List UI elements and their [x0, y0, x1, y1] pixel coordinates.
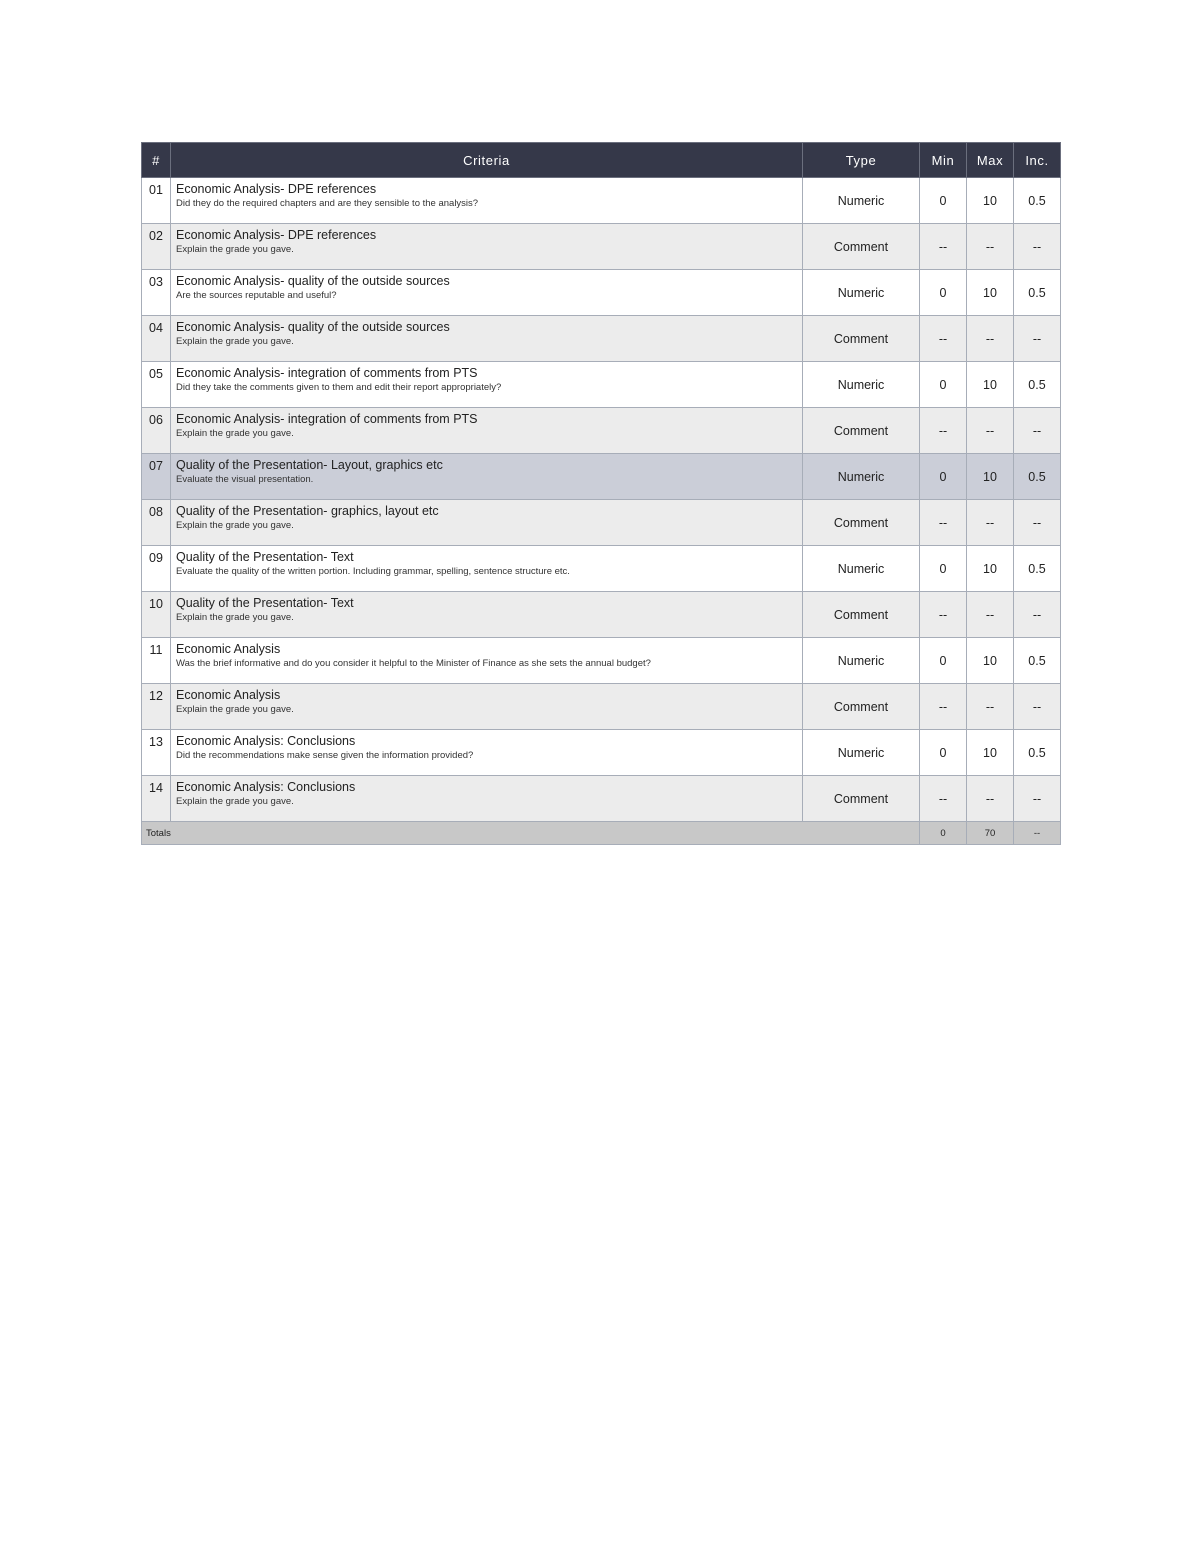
header-type: Type [803, 143, 920, 178]
max-cell: -- [967, 408, 1014, 454]
min-cell: 0 [920, 270, 967, 316]
row-number: 07 [142, 454, 171, 500]
criteria-title: Quality of the Presentation- Text [176, 596, 354, 610]
max-cell: -- [967, 500, 1014, 546]
row-number: 09 [142, 546, 171, 592]
criteria-description: Explain the grade you gave. [176, 336, 294, 347]
table-row [142, 454, 1061, 500]
type-cell: Numeric [803, 546, 920, 592]
max-cell: -- [967, 592, 1014, 638]
criteria-title: Economic Analysis [176, 642, 281, 656]
criteria-cell [171, 776, 803, 822]
row-number: 13 [142, 730, 171, 776]
criteria-title: Economic Analysis- DPE references [176, 228, 377, 242]
min-cell: -- [920, 224, 967, 270]
criteria-description: Explain the grade you gave. [176, 244, 294, 255]
type-cell: Comment [803, 224, 920, 270]
max-cell: 10 [967, 546, 1014, 592]
min-cell: -- [920, 408, 967, 454]
criteria-description: Evaluate the quality of the written portion. Including grammar, spelling, sentence structure etc. [176, 566, 570, 577]
criteria-cell [171, 408, 803, 454]
max-cell: -- [967, 684, 1014, 730]
max-cell: 10 [967, 454, 1014, 500]
type-cell: Comment [803, 776, 920, 822]
criteria-cell [171, 592, 803, 638]
criteria-cell [171, 178, 803, 224]
criteria-description: Evaluate the visual presentation. [176, 474, 314, 485]
max-cell: -- [967, 224, 1014, 270]
criteria-cell [171, 224, 803, 270]
criteria-description: Did they do the required chapters and are they sensible to the analysis? [176, 198, 479, 209]
increment-cell: -- [1014, 684, 1061, 730]
type-cell: Comment [803, 316, 920, 362]
criteria-title: Economic Analysis: Conclusions [176, 780, 356, 794]
criteria-description: Explain the grade you gave. [176, 612, 294, 623]
criteria-description: Did they take the comments given to them and edit their report appropriately? [176, 382, 502, 393]
type-cell: Numeric [803, 270, 920, 316]
criteria-description: Was the brief informative and do you consider it helpful to the Minister of Finance as she sets the annual budget? [176, 658, 651, 669]
totals-row [142, 822, 1061, 845]
min-cell: -- [920, 500, 967, 546]
increment-cell: 0.5 [1014, 178, 1061, 224]
totals-min: 0 [920, 822, 967, 845]
type-cell: Numeric [803, 454, 920, 500]
min-cell: 0 [920, 362, 967, 408]
row-number: 03 [142, 270, 171, 316]
rubric-table [141, 142, 1061, 845]
max-cell: 10 [967, 730, 1014, 776]
min-cell: 0 [920, 546, 967, 592]
table-row [142, 178, 1061, 224]
min-cell: -- [920, 776, 967, 822]
max-cell: 10 [967, 362, 1014, 408]
table-row [142, 546, 1061, 592]
max-cell: -- [967, 776, 1014, 822]
max-cell: 10 [967, 638, 1014, 684]
header-max: Max [967, 143, 1014, 178]
increment-cell: -- [1014, 408, 1061, 454]
criteria-cell [171, 454, 803, 500]
criteria-description: Explain the grade you gave. [176, 704, 294, 715]
max-cell: 10 [967, 270, 1014, 316]
criteria-description: Explain the grade you gave. [176, 428, 294, 439]
criteria-title: Economic Analysis [176, 688, 281, 702]
increment-cell: -- [1014, 316, 1061, 362]
type-cell: Numeric [803, 178, 920, 224]
criteria-title: Economic Analysis- quality of the outside sources [176, 274, 450, 288]
min-cell: -- [920, 684, 967, 730]
table-header [142, 143, 1061, 178]
header-number: # [142, 143, 171, 178]
type-cell: Comment [803, 592, 920, 638]
criteria-title: Quality of the Presentation- graphics, layout etc [176, 504, 439, 518]
type-cell: Comment [803, 500, 920, 546]
increment-cell: 0.5 [1014, 546, 1061, 592]
row-number: 01 [142, 178, 171, 224]
header-increment: Inc. [1014, 143, 1061, 178]
increment-cell: 0.5 [1014, 454, 1061, 500]
criteria-title: Economic Analysis- DPE references [176, 182, 377, 196]
criteria-cell [171, 362, 803, 408]
row-number: 14 [142, 776, 171, 822]
criteria-description: Explain the grade you gave. [176, 796, 294, 807]
increment-cell: 0.5 [1014, 638, 1061, 684]
row-number: 05 [142, 362, 171, 408]
type-cell: Numeric [803, 638, 920, 684]
criteria-title: Quality of the Presentation- Layout, graphics etc [176, 458, 443, 472]
min-cell: -- [920, 592, 967, 638]
criteria-title: Economic Analysis- integration of comments from PTS [176, 366, 478, 380]
table-body [142, 178, 1061, 822]
criteria-title: Economic Analysis- quality of the outside sources [176, 320, 450, 334]
increment-cell: -- [1014, 592, 1061, 638]
increment-cell: -- [1014, 500, 1061, 546]
min-cell: 0 [920, 730, 967, 776]
row-number: 06 [142, 408, 171, 454]
table-row [142, 592, 1061, 638]
row-number: 10 [142, 592, 171, 638]
table-row [142, 730, 1061, 776]
min-cell: 0 [920, 638, 967, 684]
type-cell: Comment [803, 684, 920, 730]
min-cell: -- [920, 316, 967, 362]
totals-increment: -- [1014, 822, 1061, 845]
min-cell: 0 [920, 178, 967, 224]
criteria-cell [171, 546, 803, 592]
criteria-cell [171, 638, 803, 684]
table-row [142, 224, 1061, 270]
header-min: Min [920, 143, 967, 178]
row-number: 02 [142, 224, 171, 270]
criteria-description: Did the recommendations make sense given the information provided? [176, 750, 474, 761]
table-footer [142, 822, 1061, 845]
criteria-cell [171, 730, 803, 776]
max-cell: -- [967, 316, 1014, 362]
criteria-cell [171, 684, 803, 730]
row-number: 04 [142, 316, 171, 362]
totals-max: 70 [967, 822, 1014, 845]
criteria-cell [171, 270, 803, 316]
table-row [142, 638, 1061, 684]
type-cell: Numeric [803, 730, 920, 776]
increment-cell: -- [1014, 224, 1061, 270]
totals-label: Totals [142, 822, 920, 845]
criteria-cell [171, 500, 803, 546]
criteria-description: Explain the grade you gave. [176, 520, 294, 531]
table-row [142, 408, 1061, 454]
type-cell: Comment [803, 408, 920, 454]
row-number: 12 [142, 684, 171, 730]
table-row [142, 316, 1061, 362]
table-row [142, 500, 1061, 546]
header-criteria: Criteria [171, 143, 803, 178]
row-number: 11 [142, 638, 171, 684]
criteria-description: Are the sources reputable and useful? [176, 290, 337, 301]
table-row [142, 684, 1061, 730]
increment-cell: 0.5 [1014, 270, 1061, 316]
table-row [142, 776, 1061, 822]
min-cell: 0 [920, 454, 967, 500]
type-cell: Numeric [803, 362, 920, 408]
criteria-title: Quality of the Presentation- Text [176, 550, 354, 564]
increment-cell: -- [1014, 776, 1061, 822]
criteria-title: Economic Analysis- integration of comments from PTS [176, 412, 478, 426]
increment-cell: 0.5 [1014, 730, 1061, 776]
criteria-cell [171, 316, 803, 362]
max-cell: 10 [967, 178, 1014, 224]
header-row [142, 143, 1061, 178]
table-row [142, 362, 1061, 408]
increment-cell: 0.5 [1014, 362, 1061, 408]
row-number: 08 [142, 500, 171, 546]
criteria-title: Economic Analysis: Conclusions [176, 734, 356, 748]
table-row [142, 270, 1061, 316]
